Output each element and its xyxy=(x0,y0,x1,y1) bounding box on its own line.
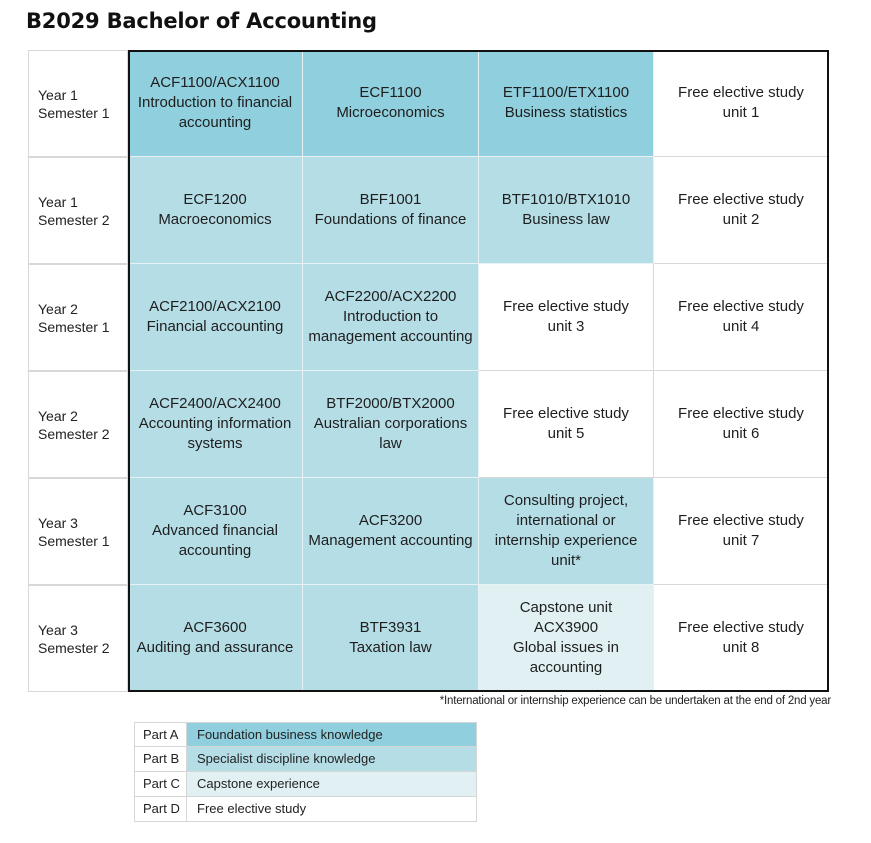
unit-text-line: Free elective study xyxy=(678,84,804,101)
unit-cell xyxy=(654,371,829,478)
course-row xyxy=(28,264,829,371)
unit-cell xyxy=(128,478,303,585)
unit-text-line: Free elective study xyxy=(503,298,629,315)
unit-text-line: BTF3931 xyxy=(359,619,422,636)
unit-cell xyxy=(303,371,479,478)
unit-text-line: ACF3600 xyxy=(183,619,247,636)
semester-label: Semester 2 xyxy=(38,425,110,442)
year-label: Year 2 xyxy=(38,407,78,424)
unit-text-line: ACF3100 xyxy=(183,502,247,519)
unit-text-line: ACF1100/ACX1100 xyxy=(150,74,280,91)
unit-text-line: ETF1100/ETX1100 xyxy=(502,84,630,101)
unit-text-line: systems xyxy=(187,435,243,452)
unit-text-line: BFF1001 xyxy=(359,191,422,208)
semester-label: Semester 2 xyxy=(38,639,110,656)
unit-text-line: unit* xyxy=(550,552,582,569)
semester-label: Semester 1 xyxy=(38,104,110,121)
unit-cell xyxy=(479,50,654,157)
unit-cell xyxy=(654,585,829,692)
unit-text-line: management accounting xyxy=(308,328,473,345)
legend-part-label: Part A xyxy=(135,723,187,746)
unit-text-line: internship experience xyxy=(494,532,638,549)
unit-text-line: ACF2100/ACX2100 xyxy=(149,298,281,315)
unit-cell xyxy=(479,264,654,371)
unit-text-line: ACF2400/ACX2400 xyxy=(149,395,281,412)
unit-cell xyxy=(303,50,479,157)
legend-row xyxy=(134,747,477,772)
unit-cell xyxy=(303,585,479,692)
unit-text-line: Introduction to xyxy=(342,308,439,325)
legend-part-label: Part D xyxy=(135,797,187,821)
unit-text-line: unit 8 xyxy=(722,639,760,656)
legend-row xyxy=(134,722,477,747)
legend-row xyxy=(134,797,477,822)
unit-cell xyxy=(128,264,303,371)
unit-text-line: Introduction to financial xyxy=(137,94,293,111)
unit-text-line: accounting xyxy=(178,114,252,131)
unit-text-line: BTF1010/BTX1010 xyxy=(501,191,631,208)
unit-text-line: Business law xyxy=(522,211,610,228)
semester-label: Semester 1 xyxy=(38,318,110,335)
unit-cell xyxy=(128,157,303,264)
unit-cell xyxy=(479,371,654,478)
unit-text-line: ECF1100 xyxy=(359,84,422,101)
year-label: Year 3 xyxy=(38,514,78,531)
legend-description: Specialist discipline knowledge xyxy=(187,747,476,771)
course-row xyxy=(28,371,829,478)
unit-text-line: accounting xyxy=(529,659,603,676)
unit-text-line: accounting xyxy=(178,542,252,559)
unit-text-line: Accounting information xyxy=(138,415,292,432)
unit-text-line: ACX3900 xyxy=(533,619,599,636)
semester-label: Semester 1 xyxy=(38,532,110,549)
unit-text-line: Free elective study xyxy=(678,298,804,315)
row-label xyxy=(28,264,128,371)
unit-text-line: unit 2 xyxy=(722,211,760,228)
unit-cell xyxy=(479,478,654,585)
unit-text-line: ECF1200 xyxy=(183,191,247,208)
unit-text-line: Australian corporations xyxy=(313,415,468,432)
unit-text-line: unit 1 xyxy=(722,104,760,121)
unit-cell xyxy=(654,478,829,585)
unit-text-line: ACF2200/ACX2200 xyxy=(324,288,457,305)
page-title: B2029 Bachelor of Accounting xyxy=(26,9,377,33)
unit-text-line: international or xyxy=(516,512,616,529)
legend-description: Free elective study xyxy=(187,797,476,821)
row-label xyxy=(28,50,128,157)
unit-text-line: Free elective study xyxy=(678,619,804,636)
course-row xyxy=(28,585,829,692)
unit-text-line: Auditing and assurance xyxy=(136,639,294,656)
year-label: Year 1 xyxy=(38,86,78,103)
unit-text-line: Free elective study xyxy=(678,512,804,529)
legend-part-label: Part B xyxy=(135,747,187,771)
course-row xyxy=(28,157,829,264)
unit-text-line: BTF2000/BTX2000 xyxy=(326,395,455,412)
unit-text-line: Microeconomics xyxy=(336,104,445,121)
unit-text-line: Advanced financial xyxy=(152,522,278,539)
unit-cell xyxy=(654,157,829,264)
unit-cell xyxy=(303,478,479,585)
unit-cell xyxy=(303,157,479,264)
unit-text-line: unit 7 xyxy=(722,532,760,549)
unit-text-line: unit 6 xyxy=(722,425,760,442)
unit-text-line: Financial accounting xyxy=(146,318,284,335)
year-label: Year 2 xyxy=(38,300,78,317)
footnote: *International or internship experience can be undertaken at the end of 2nd year xyxy=(439,695,831,707)
unit-text-line: Free elective study xyxy=(678,405,804,422)
unit-cell xyxy=(303,264,479,371)
unit-text-line: Macroeconomics xyxy=(158,211,272,228)
legend-row xyxy=(134,772,477,797)
unit-text-line: Capstone unit xyxy=(519,599,613,616)
semester-label: Semester 2 xyxy=(38,211,110,228)
unit-text-line: Free elective study xyxy=(678,191,804,208)
row-label xyxy=(28,371,128,478)
unit-text-line: Foundations of finance xyxy=(314,211,467,228)
legend-description: Capstone experience xyxy=(187,772,476,796)
unit-cell xyxy=(654,50,829,157)
unit-text-line: Management accounting xyxy=(308,532,473,549)
legend-part-label: Part C xyxy=(135,772,187,796)
row-label xyxy=(28,478,128,585)
legend xyxy=(134,722,477,822)
unit-text-line: unit 3 xyxy=(547,318,585,335)
unit-text-line: Global issues in xyxy=(513,639,619,656)
unit-text-line: law xyxy=(379,435,402,452)
unit-text-line: Consulting project, xyxy=(503,492,629,509)
row-label xyxy=(28,585,128,692)
unit-cell xyxy=(128,585,303,692)
unit-cell xyxy=(479,585,654,692)
unit-text-line: unit 5 xyxy=(547,425,585,442)
unit-text-line: Business statistics xyxy=(504,104,628,121)
unit-cell xyxy=(128,371,303,478)
course-row xyxy=(28,50,829,157)
legend-description: Foundation business knowledge xyxy=(187,723,476,746)
unit-cell xyxy=(654,264,829,371)
unit-text-line: Taxation law xyxy=(349,639,432,656)
unit-text-line: unit 4 xyxy=(722,318,760,335)
unit-cell xyxy=(128,50,303,157)
unit-text-line: ACF3200 xyxy=(358,512,423,529)
year-label: Year 3 xyxy=(38,621,78,638)
course-row xyxy=(28,478,829,585)
year-label: Year 1 xyxy=(38,193,78,210)
unit-text-line: Free elective study xyxy=(503,405,629,422)
unit-cell xyxy=(479,157,654,264)
row-label xyxy=(28,157,128,264)
